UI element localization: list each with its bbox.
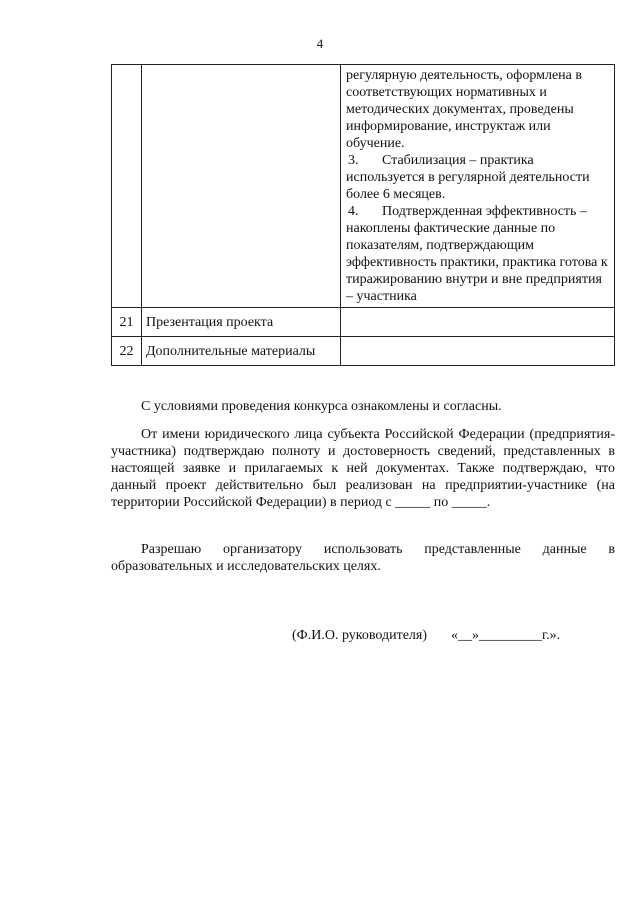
row-name: Презентация проекта	[142, 308, 341, 337]
table-row-21	[112, 308, 615, 337]
agreement-paragraph: С условиями проведения конкурса ознакомлены и согласны.	[141, 399, 502, 414]
confirmation-paragraph: От имени юридического лица субъекта Российской Федерации (предприятия-участника) подтверждаю полноту и достоверность сведений, представленных в настоящей заявке и прилагаемых к ней документах. Также подтверждаю, что данный проект действительно был реализован на предприятии-участнике (на территории Российской Федерации) в период с _____ по _____.	[111, 427, 615, 510]
row-number: 22	[112, 337, 142, 366]
row-value[interactable]	[341, 337, 615, 366]
signatory-name-label: (Ф.И.О. руководителя)	[292, 628, 427, 643]
level-number: 4.	[348, 204, 359, 219]
row-number-cell	[112, 65, 142, 308]
level-item-3	[346, 152, 610, 203]
level-number: 3.	[348, 153, 359, 168]
row-name-cell	[142, 65, 341, 308]
permission-paragraph: Разрешаю организатору использовать представленные данные в образовательных и исследовательских целях.	[111, 542, 615, 574]
continued-text: регулярную деятельность, оформлена в соответствующих нормативных и методических документах, проведены информирование, инструктаж или обучение.	[346, 68, 582, 151]
date-field[interactable]: «__»_________г.».	[451, 628, 561, 643]
level-item-4	[346, 203, 610, 305]
row-name: Дополнительные материалы	[142, 337, 341, 366]
level-text: Стабилизация – практика используется в регулярной деятельности более 6 месяцев.	[346, 153, 590, 202]
page-number: 4	[316, 36, 324, 51]
table-row-22	[112, 337, 615, 366]
row-value[interactable]	[341, 308, 615, 337]
table-row-continued	[112, 65, 615, 308]
row-number: 21	[112, 308, 142, 337]
signature-line	[292, 628, 560, 644]
row-value-cell	[341, 65, 615, 308]
application-table	[111, 64, 615, 366]
level-text: Подтвержденная эффективность – накоплены фактические данные по показателям, подтверждающим эффективность практики, практика готова к тиражированию внутри и вне предприятия – участника	[346, 204, 608, 304]
